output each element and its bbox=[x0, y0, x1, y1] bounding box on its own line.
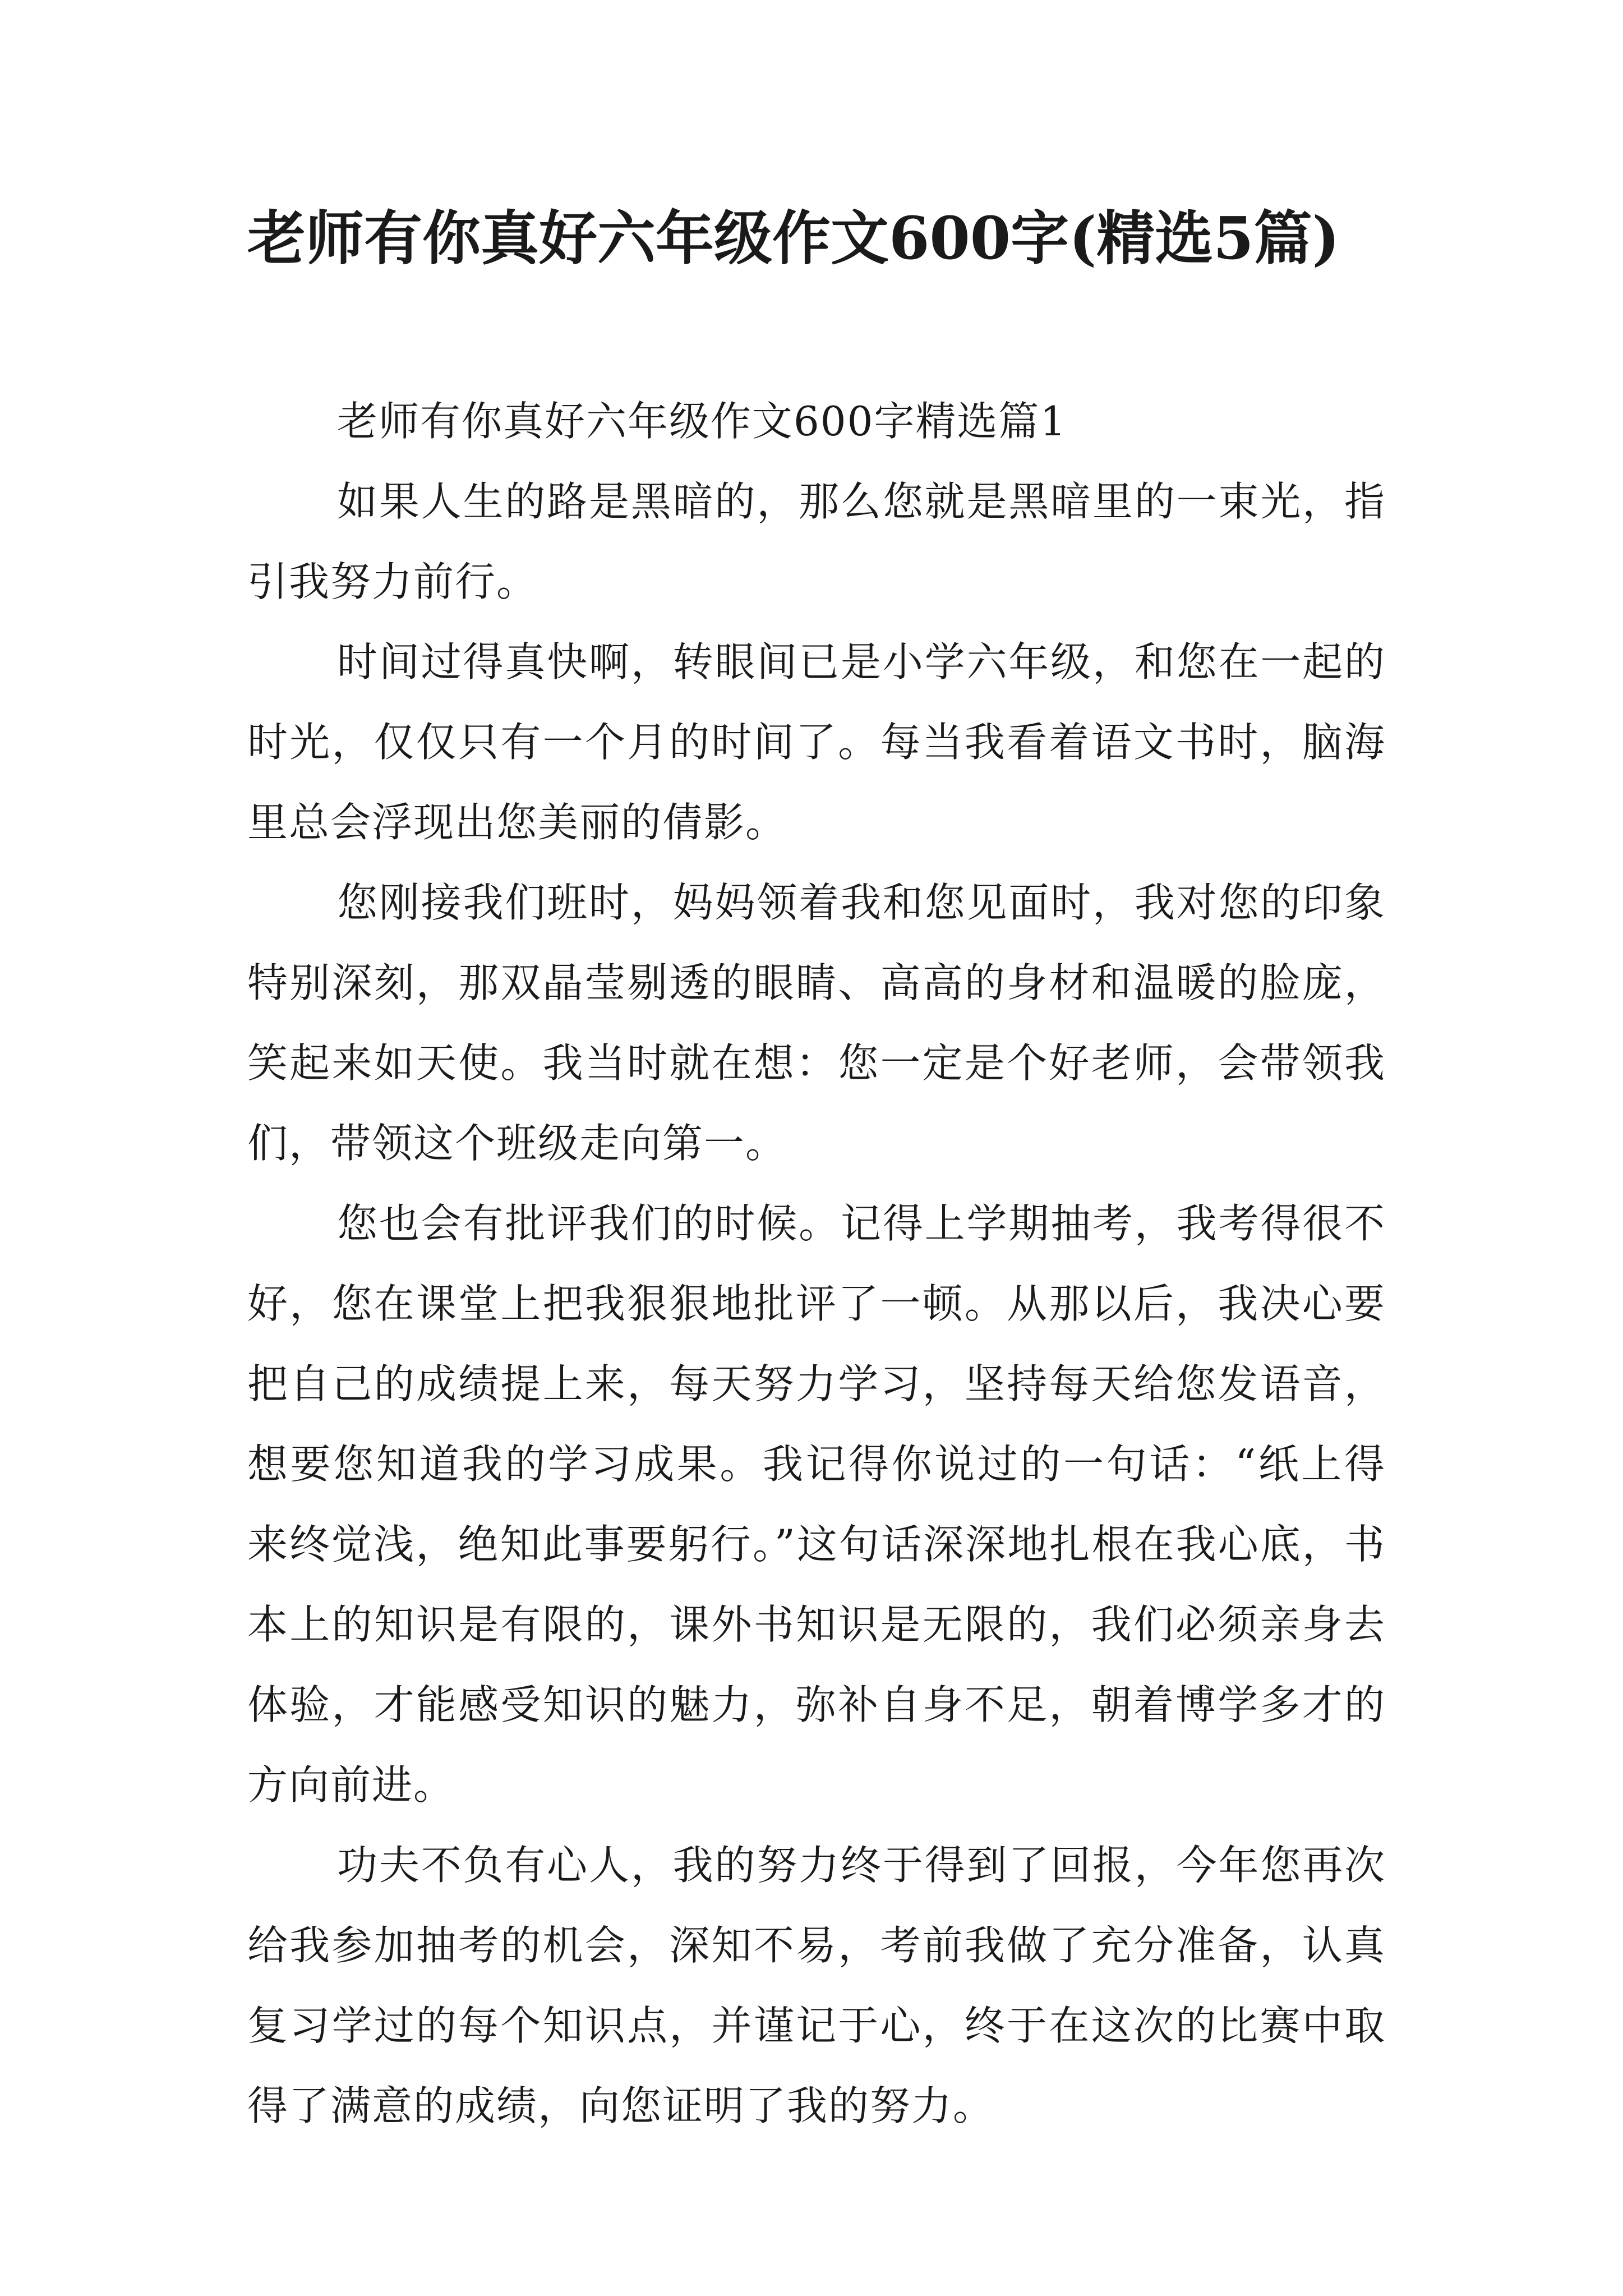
paragraph-5: 功夫不负有心人，我的努力终于得到了回报，今年您再次给我参加抽考的机会，深知不易，考前我做了充分准备，认真复习学过的每个知识点，并谨记于心，终于在这次的比赛中取得了满意的成绩，向您证明了我的努力。 bbox=[247, 1842, 1386, 2129]
document-title: 老师有你真好六年级作文600字(精选5篇) bbox=[247, 204, 1340, 273]
section-heading: 老师有你真好六年级作文600字精选篇1 bbox=[337, 398, 1067, 445]
paragraph-2: 时间过得真快啊，转眼间已是小学六年级，和您在一起的时光，仅仅只有一个月的时间了。每当我看着语文书时，脑海里总会浮现出您美丽的倩影。 bbox=[247, 638, 1386, 846]
paragraph-4: 您也会有批评我们的时候。记得上学期抽考，我考得很不好，您在课堂上把我狠狠地批评了一顿。从那以后，我决心要把自己的成绩提上来，每天努力学习，坚持每天给您发语音，想要您知道我的学习成果。我记得你说过的一句话：“纸上得来终觉浅，绝知此事要躬行。”这句话深深地扎根在我心底，书本上的知识是有限的，课外书知识是无限的，我们必须亲身去体验，才能感受知识的魅力，弥补自身不足，朝着博学多才的方向前进。 bbox=[247, 1200, 1386, 1809]
document-body bbox=[247, 381, 1386, 2146]
paragraph-3: 您刚接我们班时，妈妈领着我和您见面时，我对您的印象特别深刻，那双晶莹剔透的眼睛、高高的身材和温暖的脸庞，笑起来如天使。我当时就在想：您一定是个好老师，会带领我们，带领这个班级走向第一。 bbox=[247, 879, 1386, 1167]
paragraph-1: 如果人生的路是黑暗的，那么您就是黑暗里的一束光，指引我努力前行。 bbox=[247, 478, 1386, 605]
